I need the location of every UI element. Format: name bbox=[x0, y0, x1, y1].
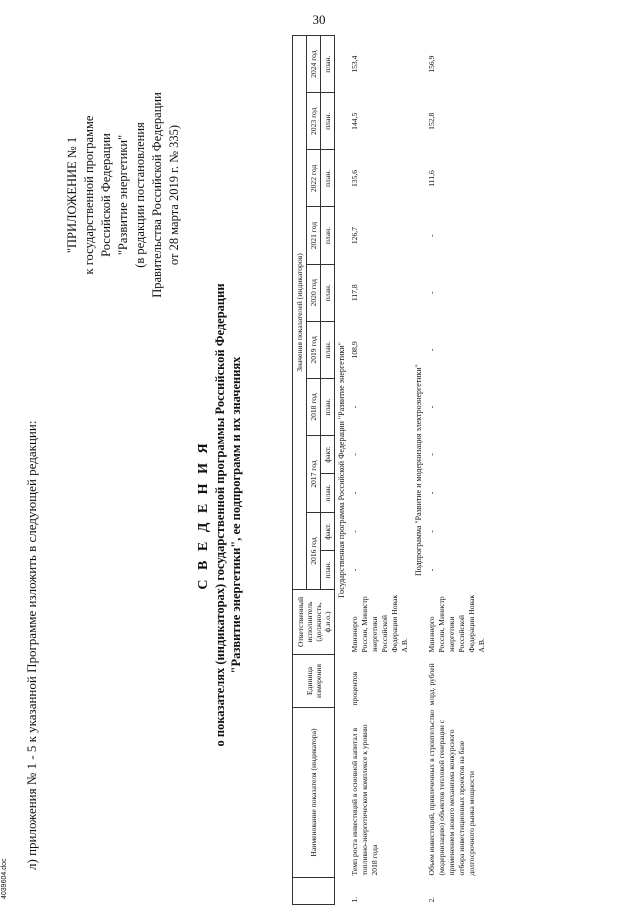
header-plan: план. bbox=[321, 378, 335, 435]
appendix-line: от 28 марта 2019 г. № 335) bbox=[167, 124, 181, 266]
row-value: - bbox=[350, 453, 359, 456]
header-year: 2017 год bbox=[307, 436, 321, 513]
row-value: - bbox=[350, 405, 359, 409]
document-heading bbox=[196, 265, 244, 765]
row-responsible: Минэнерго России, Министр энергетики Российской Федерации Новак А.В. bbox=[427, 594, 486, 653]
row-value: 108,9 bbox=[350, 341, 359, 359]
row-indicator-name: Объем инвестиций, привлеченных в строительство (модернизацию) объектов тепловой генерации с применением нового механизма конкурсного отбора инвестиционных проектов на базе долгосрочного рынка мощности bbox=[427, 709, 476, 876]
header-num-cell bbox=[293, 878, 335, 905]
amendment-text: л) приложения № 1 - 5 к указанной Программе изложить в следующей редакции: bbox=[24, 420, 39, 870]
row-num: 1. bbox=[350, 896, 359, 903]
header-year: 2023 год bbox=[307, 93, 321, 150]
row-value: - bbox=[427, 491, 436, 495]
header-year: 2021 год bbox=[307, 207, 321, 264]
header-year: 2020 год bbox=[307, 264, 321, 321]
appendix-line: "ПРИЛОЖЕНИЕ № 1 bbox=[65, 136, 79, 254]
header-indicator-name: Наименование показателя (индикатора) bbox=[293, 708, 335, 878]
row-num: 2. bbox=[427, 896, 436, 903]
section-title: Государственная программа Российской Федерации "Развитие энергетики" bbox=[337, 342, 346, 598]
appendix-line: Российской Федерации bbox=[99, 133, 113, 257]
header-plan: план. bbox=[321, 93, 335, 150]
row-value: - bbox=[427, 291, 436, 294]
row-value: - bbox=[427, 530, 436, 533]
row-value: - bbox=[350, 530, 359, 533]
row-indicator-name: Темп роста инвестиций в основной капитал в топливно-энергетическом комплексе к уровню 2018 года bbox=[350, 724, 379, 876]
table-row bbox=[425, 36, 489, 905]
header-plan: план. bbox=[321, 321, 335, 378]
row-value: - bbox=[427, 568, 436, 572]
row-value: - bbox=[427, 234, 436, 237]
heading-subtitle: "Развитие энергетики", ее подпрограмм и их значениях bbox=[229, 356, 243, 674]
header-year: 2018 год bbox=[307, 378, 321, 435]
header-fact: факт. bbox=[321, 436, 335, 474]
row-value: 135,6 bbox=[350, 169, 359, 187]
header-responsible: Ответственный исполнитель (должность, ф.и.о.) bbox=[293, 590, 335, 655]
header-plan: план. bbox=[321, 150, 335, 207]
header-plan: план. bbox=[321, 473, 335, 512]
header-values-group: Значения показателей (индикаторов) bbox=[293, 36, 307, 590]
header-year: 2024 год bbox=[307, 36, 321, 93]
row-value: - bbox=[350, 491, 359, 495]
row-value: 117,8 bbox=[350, 284, 359, 302]
header-plan: план. bbox=[321, 36, 335, 93]
appendix-header bbox=[64, 45, 183, 345]
header-fact: факт. bbox=[321, 513, 335, 551]
appendix-line: (в редакции постановления bbox=[133, 122, 147, 268]
heading-subtitle: о показателях (индикаторах) государственной программы Российской Федерации bbox=[213, 283, 227, 747]
row-value: - bbox=[350, 568, 359, 572]
row-value: 111,6 bbox=[427, 170, 436, 187]
document-code: 4039604.doc bbox=[1, 858, 8, 899]
row-unit: процентов bbox=[350, 671, 359, 706]
appendix-line: "Развитие энергетики" bbox=[116, 134, 130, 256]
row-value: 156,9 bbox=[427, 55, 436, 73]
row-value: 126,7 bbox=[350, 227, 359, 245]
appendix-line: Правительства Российской Федерации bbox=[150, 92, 164, 298]
row-value: - bbox=[427, 405, 436, 409]
table-row bbox=[348, 36, 412, 905]
header-year: 2022 год bbox=[307, 150, 321, 207]
header-unit: Единица измерения bbox=[293, 655, 335, 708]
header-plan: план. bbox=[321, 207, 335, 264]
page-number: 30 bbox=[312, 12, 326, 27]
header-plan: план. bbox=[321, 550, 335, 589]
row-value: - bbox=[427, 453, 436, 456]
row-value: 153,4 bbox=[350, 55, 359, 73]
row-value: 144,5 bbox=[350, 112, 359, 130]
row-value: 152,8 bbox=[427, 112, 436, 130]
header-plan: план. bbox=[321, 264, 335, 321]
row-responsible: Минэнерго России, Министр энергетики Российской Федерации Новак А.В. bbox=[350, 594, 409, 653]
row-unit: млрд. рублей bbox=[427, 663, 436, 706]
heading-title: С В Е Д Е Н И Я bbox=[196, 440, 211, 590]
section-title: Подпрограмма "Развитие и модернизация электроэнергетики" bbox=[414, 364, 423, 576]
row-value: - bbox=[427, 348, 436, 352]
appendix-line: к государственной программе bbox=[82, 115, 96, 275]
header-year: 2016 год bbox=[307, 513, 321, 590]
header-year: 2019 год bbox=[307, 321, 321, 378]
indicators-table bbox=[292, 35, 489, 905]
